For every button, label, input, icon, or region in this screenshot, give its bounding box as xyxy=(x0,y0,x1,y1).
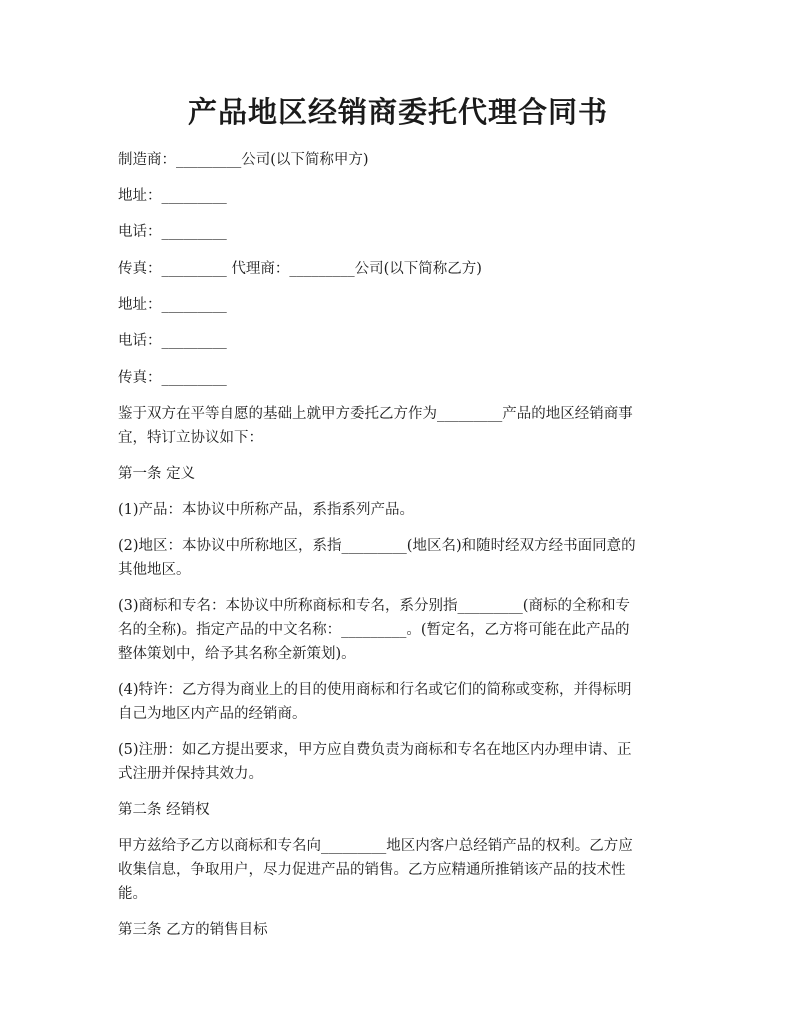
article-2-line-2: 收集信息，争取用户，尽力促进产品的销售。乙方应精通所推销该产品的技术性 xyxy=(118,862,626,878)
intro-line-2: 宜，特订立协议如下： xyxy=(118,430,263,446)
clause-4-line-1: (4)特许：乙方得为商业上的目的使用商标和行名或它们的简称或变称，并得标明 xyxy=(118,682,632,698)
manufacturer-phone-line: 电话：_________ xyxy=(118,224,227,240)
clause-3-line-2: 名的全称)。指定产品的中文名称：_________。(暂定名，乙方将可能在此产品的 xyxy=(118,622,630,638)
article-1-heading: 第一条 定义 xyxy=(118,466,196,482)
article-2-line-1: 甲方兹给予乙方以商标和专名向_________地区内客户总经销产品的权利。乙方应 xyxy=(118,838,633,854)
intro-line-1: 鉴于双方在平等自愿的基础上就甲方委托乙方作为_________产品的地区经销商事 xyxy=(118,406,633,422)
clause-5-line-1: (5)注册：如乙方提出要求，甲方应自费负责为商标和专名在地区内办理申请、正 xyxy=(118,742,632,758)
manufacturer-line: 制造商：_________公司(以下简称甲方) xyxy=(118,152,369,168)
clause-2-line-2: 其他地区。 xyxy=(118,562,191,578)
clause-1-line-1: (1)产品：本协议中所称产品，系指系列产品。 xyxy=(118,502,415,518)
manufacturer-address-line: 地址：_________ xyxy=(118,188,227,204)
agent-address-line: 地址：_________ xyxy=(118,297,227,313)
clause-3-line-1: (3)商标和专名：本协议中所称商标和专名，系分别指_________(商标的全称和专 xyxy=(118,598,630,614)
clause-5-line-2: 式注册并保持其效力。 xyxy=(118,766,263,782)
clause-4-line-2: 自己为地区内产品的经销商。 xyxy=(118,706,307,722)
fax-and-agent-line: 传真：_________ 代理商：_________公司(以下简称乙方) xyxy=(118,261,482,277)
agent-fax-line: 传真：_________ xyxy=(118,370,227,386)
agent-phone-line: 电话：_________ xyxy=(118,333,227,349)
article-2-line-3: 能。 xyxy=(118,886,147,902)
article-3-heading: 第三条 乙方的销售目标 xyxy=(118,922,268,938)
document-title: 产品地区经销商委托代理合同书 xyxy=(187,95,608,129)
article-2-heading: 第二条 经销权 xyxy=(118,802,210,818)
clause-3-line-3: 整体策划中，给予其名称全新策划)。 xyxy=(118,646,356,662)
clause-2-line-1: (2)地区：本协议中所称地区，系指_________(地区名)和随时经双方经书面同意的 xyxy=(118,538,636,554)
